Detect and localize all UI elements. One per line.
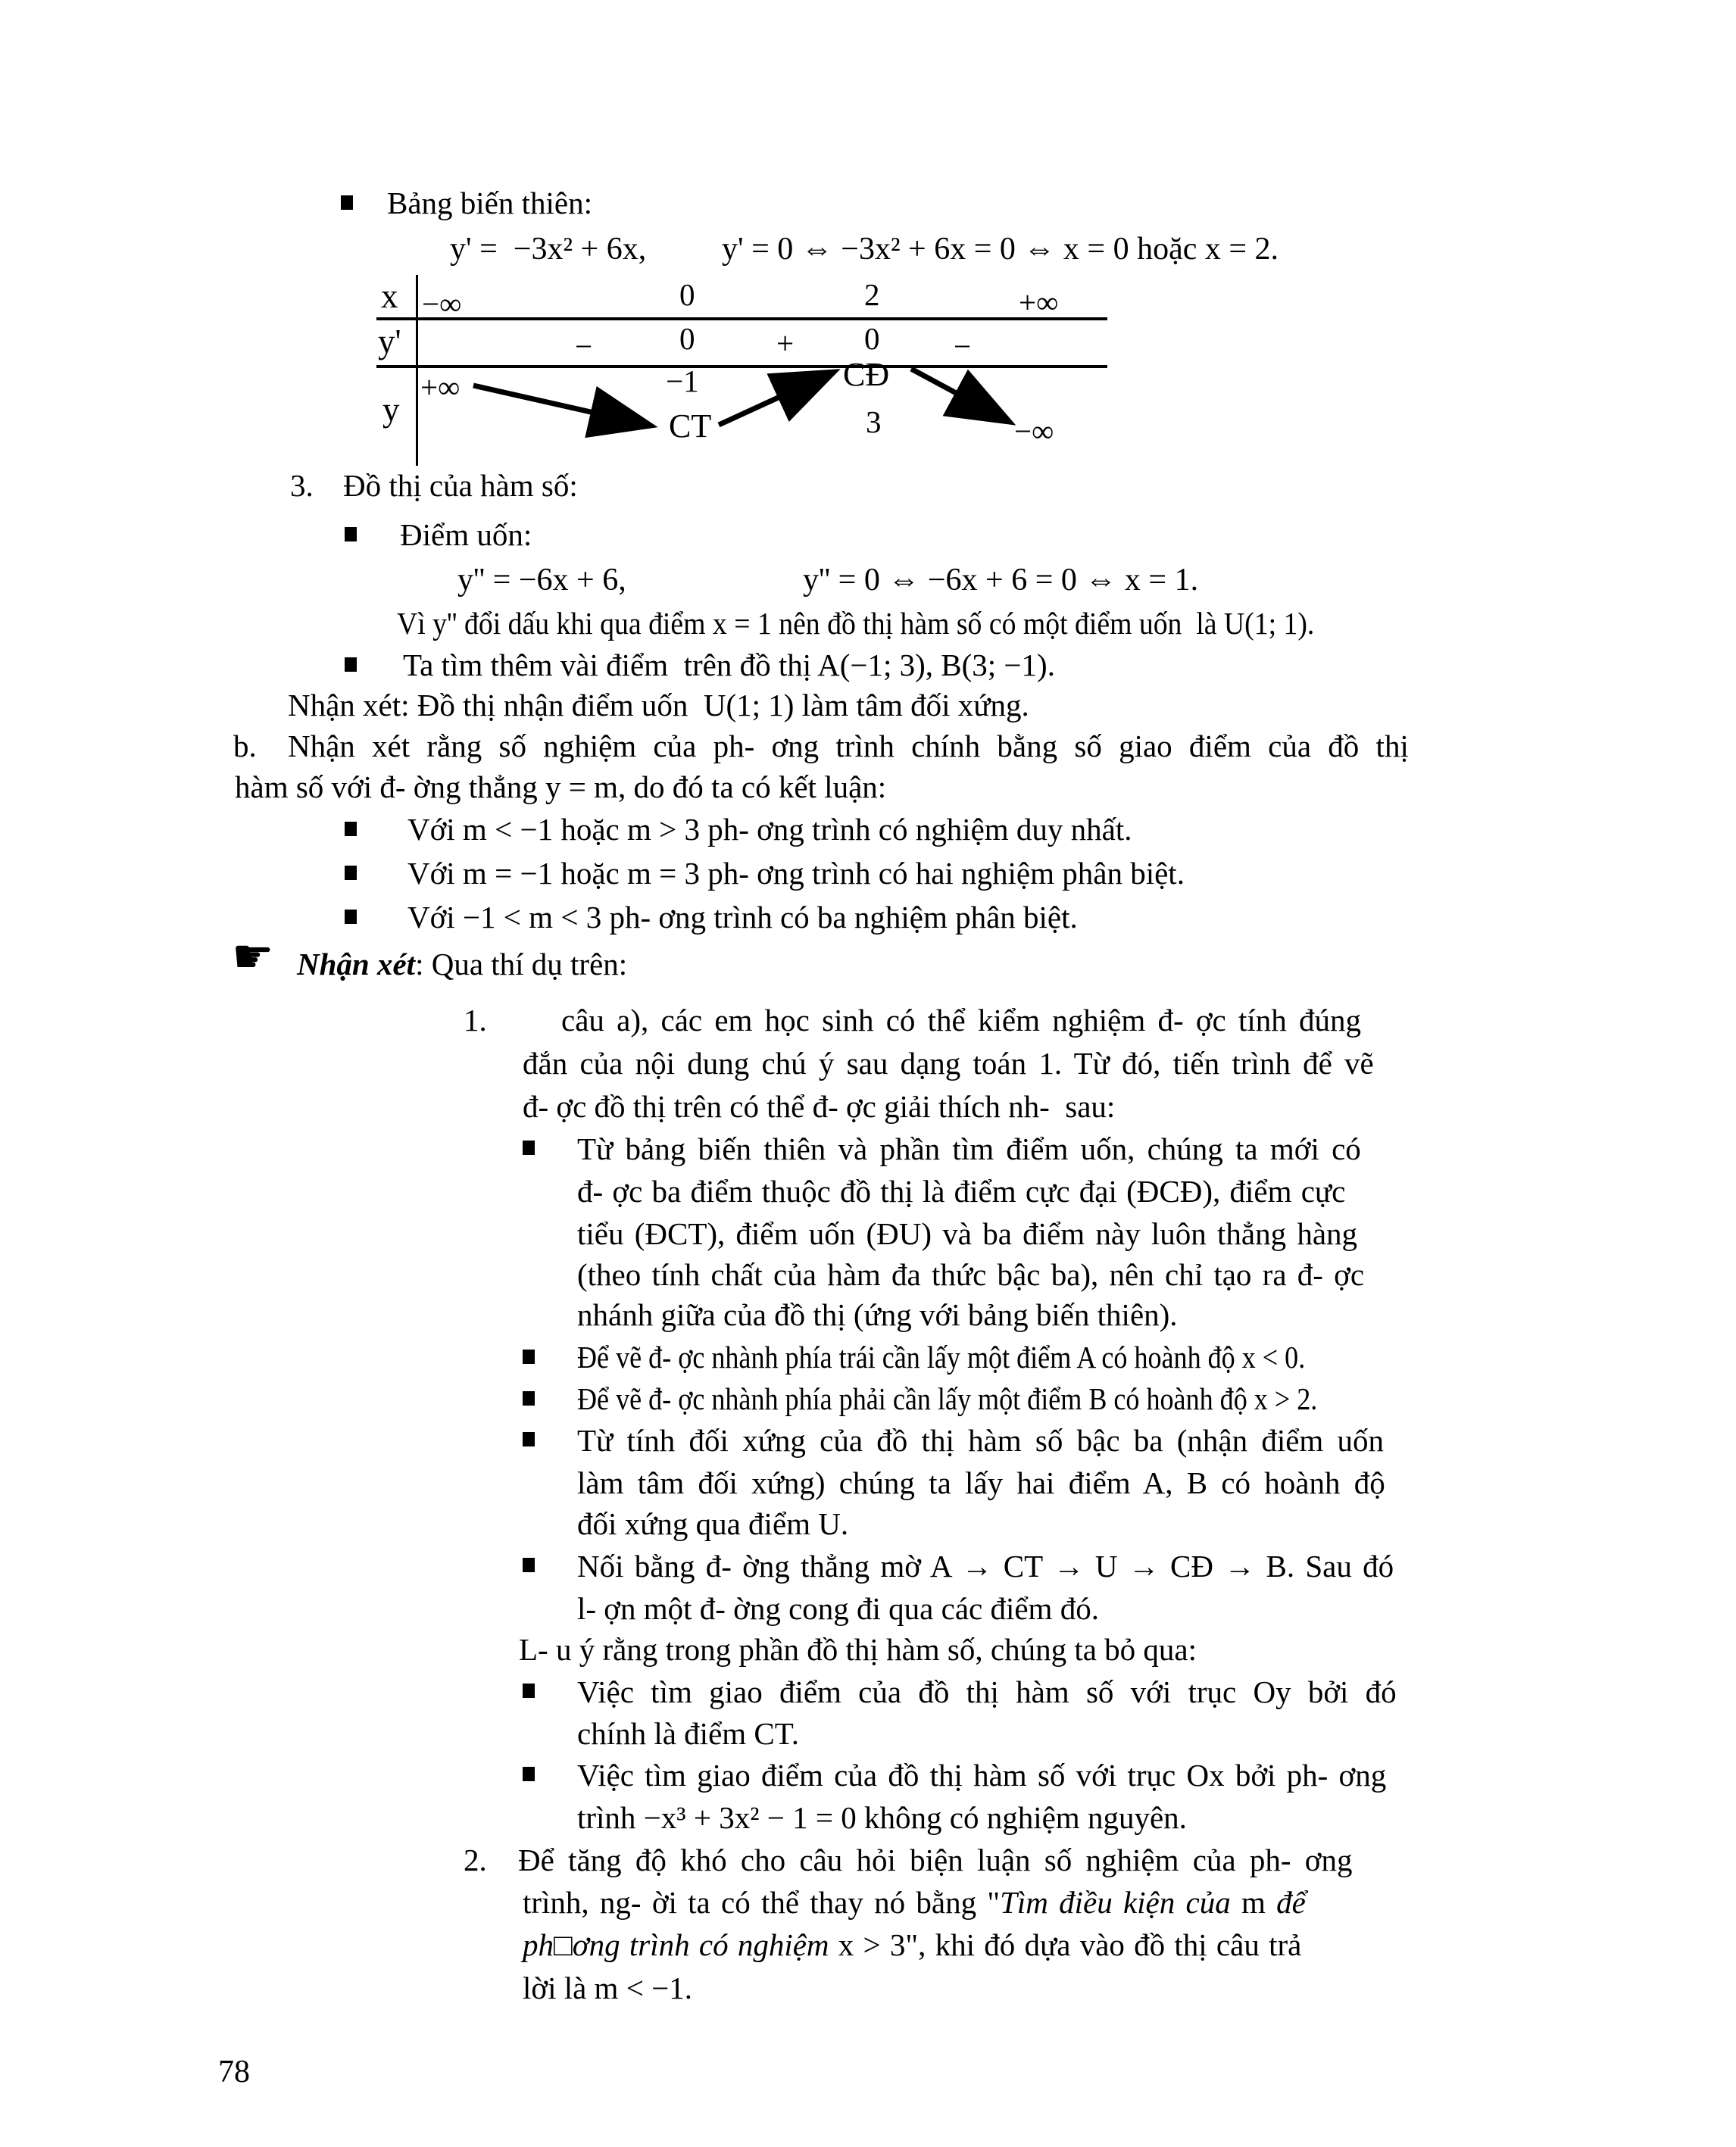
item1-bullet6-line2: chính là điểm CT.	[577, 1716, 800, 1751]
y-min-value: −1	[666, 364, 699, 398]
y-max-value: 3	[866, 404, 882, 439]
derivative-formula: y' = −3x² + 6x,	[450, 232, 647, 267]
item2-line2-italic2: để	[1276, 1885, 1306, 1920]
inflection-note: Vì y'' đổi dấu khi qua điểm x = 1 nên đồ thị hàm số có một điểm uốn là U(1; 1).	[397, 606, 1315, 641]
derivative-roots-formula: y' = 0 ⇔ −3x² + 6x = 0 ⇔ x = 0 hoặc x = 2.	[722, 232, 1279, 267]
item1-bullet1-line3: tiểu (ĐCT), điểm uốn (ĐU) và ba điểm này luôn thẳng hàng	[577, 1216, 1358, 1251]
bullet-square-icon	[523, 1558, 535, 1572]
x-value-neg-inf: −∞	[422, 286, 462, 321]
pointing-hand-icon: ☛	[232, 928, 274, 984]
y-min-tag: CT	[669, 407, 712, 445]
item1-line1: câu a), các em học sinh có thể kiểm nghiệm đ- ợc tính đúng	[561, 1003, 1362, 1038]
x-value-0: 0	[679, 277, 695, 312]
bullet-square-icon	[523, 1767, 535, 1781]
case2-line: Với m = −1 hoặc m = 3 ph- ơng trình có hai nghiệm phân biệt.	[407, 856, 1185, 891]
item1-bullet4-line1: Từ tính đối xứng của đồ thị hàm số bậc ba (nhận điểm uốn	[577, 1423, 1385, 1458]
y-left-limit: +∞	[420, 370, 461, 404]
item1-bullet4-line2: làm tâm đối xứng) chúng ta lấy hai điểm A, B có hoành độ	[577, 1465, 1385, 1500]
yprime-sign-3: +	[776, 326, 795, 360]
item2-line2-italic1: Tìm điều kiện của	[1000, 1885, 1231, 1920]
item2-line2	[523, 1883, 1306, 1922]
second-derivative-formula: y'' = −6x + 6,	[457, 563, 626, 598]
x-row-label: x	[381, 277, 398, 315]
symmetry-note: Nhận xét: Đồ thị nhận điểm uốn U(1; 1) làm tâm đối xứng.	[288, 688, 1029, 722]
bullet-square-icon	[345, 822, 357, 836]
item1-note-line: L- u ý rằng trong phần đồ thị hàm số, chúng ta bỏ qua:	[519, 1632, 1197, 1667]
bullet-square-icon	[523, 1391, 535, 1406]
item1-bullet1-line1: Từ bảng biến thiên và phần tìm điểm uốn, chúng ta mới có	[577, 1131, 1361, 1166]
remark-intro: : Qua thí dụ trên:	[415, 947, 628, 981]
bullet-square-icon	[345, 657, 357, 672]
remark-heading	[297, 945, 627, 984]
item1-bullet7-line1: Việc tìm giao điểm của đồ thị hàm số với trục Ox bởi ph- ơng	[577, 1758, 1387, 1793]
item1-bullet1-line5: nhánh giữa của đồ thị (ứng với bảng biến thiên).	[577, 1297, 1178, 1332]
extra-points-line: Ta tìm thêm vài điểm trên đồ thị A(−1; 3), B(3; −1).	[403, 648, 1055, 682]
item2-line4: lời là m < −1.	[523, 1971, 692, 2005]
item2-number: 2.	[464, 1843, 487, 1877]
item1-bullet5-line2: l- ợn một đ- ờng cong đi qua các điểm đó.	[577, 1591, 1099, 1626]
part-b-label: b.	[233, 729, 257, 763]
item1-bullet2-line: Để vẽ đ- ợc nhành phía trái cần lấy một điểm A có hoành độ x < 0.	[577, 1340, 1306, 1375]
yprime-sign-5: −	[954, 329, 972, 364]
item1-bullet3-line: Để vẽ đ- ợc nhành phía phải cần lấy một điểm B có hoành độ x > 2.	[577, 1381, 1318, 1416]
yprime-row-label: y'	[378, 323, 401, 360]
yprime-sign-1: −	[575, 329, 593, 364]
inflection-heading: Điểm uốn:	[400, 517, 532, 552]
bullet-square-icon	[523, 1141, 535, 1155]
item2-line2-m: m	[1230, 1885, 1277, 1920]
arrow-decreasing-1-icon	[473, 385, 648, 425]
arrow-decreasing-2-icon	[911, 369, 1007, 420]
arrow-increasing-icon	[719, 373, 831, 425]
second-derivative-root-formula: y'' = 0 ⇔ −6x + 6 = 0 ⇔ x = 1.	[803, 563, 1199, 598]
item2-line3	[523, 1926, 1301, 1964]
variation-table	[376, 275, 1107, 466]
bbt-arrows-canvas	[376, 275, 1107, 466]
bullet-square-icon	[345, 910, 357, 924]
item1-bullet6-line1: Việc tìm giao điểm của đồ thị hàm số với trục Oy bởi đó	[577, 1674, 1397, 1709]
item1-bullet4-line3: đối xứng qua điểm U.	[577, 1506, 849, 1541]
bullet-square-icon	[345, 866, 357, 880]
x-value-pos-inf: +∞	[1019, 285, 1059, 320]
item2-line3-italic: ph□ơng trình có nghiệm	[523, 1927, 829, 1962]
yprime-sign-4: 0	[864, 321, 880, 356]
y-row-label: y	[382, 391, 400, 429]
bullet-square-icon	[341, 195, 353, 210]
item1-number: 1.	[464, 1003, 487, 1038]
remark-label: Nhận xét	[297, 947, 416, 981]
item1-bullet1-line2: đ- ợc ba điểm thuộc đồ thị là điểm cực đại (ĐCĐ), điểm cực	[577, 1174, 1346, 1209]
section3-number: 3.	[290, 468, 314, 503]
item1-bullet1-line4: (theo tính chất của hàm đa thức bậc ba), nên chỉ tạo ra đ- ợc	[577, 1257, 1365, 1292]
y-max-tag: CĐ	[843, 356, 890, 393]
bullet-square-icon	[345, 527, 357, 541]
item1-bullet5-line1: Nối bằng đ- ờng thẳng mờ A → CT → U → CĐ → B. Sau đó	[577, 1549, 1394, 1584]
case1-line: Với m < −1 hoặc m > 3 ph- ơng trình có nghiệm duy nhất.	[407, 812, 1132, 847]
bbt-heading: Bảng biến thiên:	[387, 186, 593, 220]
part-b-line2: hàm số với đ- ờng thẳng y = m, do đó ta có kết luận:	[235, 769, 887, 804]
item2-line2-normal: trình, ng- ời ta có thể thay nó bằng "	[523, 1885, 1001, 1920]
part-b-line1: Nhận xét rằng số nghiệm của ph- ơng trình chính bằng số giao điểm của đồ thị	[288, 729, 1409, 763]
page-number: 78	[218, 2055, 250, 2089]
item1-bullet7-line2: trình −x³ + 3x² − 1 = 0 không có nghiệm nguyên.	[577, 1800, 1187, 1835]
section3-title: Đồ thị của hàm số:	[343, 468, 578, 503]
bullet-square-icon	[523, 1432, 535, 1446]
item1-line3: đ- ợc đồ thị trên có thể đ- ợc giải thích nh- sau:	[523, 1089, 1116, 1124]
yprime-sign-2: 0	[679, 321, 695, 356]
item2-line3-normal: x > 3", khi đó dựa vào đồ thị câu trả	[829, 1927, 1302, 1962]
bullet-square-icon	[523, 1350, 535, 1364]
y-right-limit: −∞	[1014, 413, 1054, 448]
item1-line2: đắn của nội dung chú ý sau dạng toán 1. Từ đó, tiến trình để vẽ	[523, 1046, 1374, 1081]
x-value-2: 2	[864, 277, 880, 312]
item2-line1: Để tăng độ khó cho câu hỏi biện luận số nghiệm của ph- ơng	[518, 1843, 1353, 1877]
bullet-square-icon	[523, 1684, 535, 1698]
case3-line: Với −1 < m < 3 ph- ơng trình có ba nghiệm phân biệt.	[407, 900, 1078, 935]
